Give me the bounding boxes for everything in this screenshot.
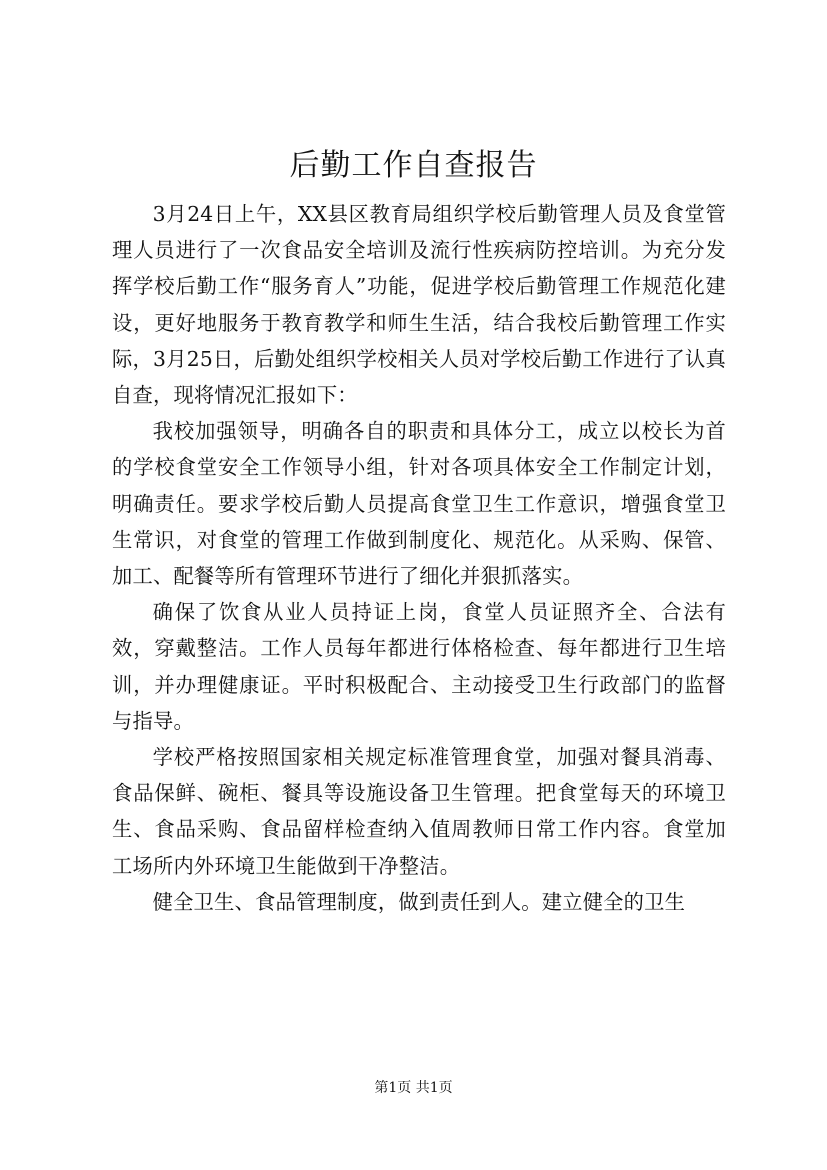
page-number-footer: 第1页 共1页 xyxy=(374,1080,453,1096)
paragraph-4: 学校严格按照国家相关规定标准管理食堂，加强对餐具消毒、食品保鲜、碗柜、餐具等设施设备卫生管理。把食堂每天的环境卫生、食品采购、食品留样检查纳入值周教师日常工作内容。食堂加工场所内外环境卫生能做到干净整洁。 xyxy=(112,745,726,878)
document-title: 后勤工作自查报告 xyxy=(289,148,538,183)
paragraph-1: 3月24日上午，XX县区教育局组织学校后勤管理人员及食堂管理人员进行了一次食品安全培训及流行性疾病防控培训。为充分发挥学校后勤工作“服务育人”功能，促进学校后勤管理工作规范化建设，更好地服务于教育教学和师生生活，结合我校后勤管理工作实际，3月25日，后勤处组织学校相关人员对学校后勤工作进行了认真自查，现将情况汇报如下： xyxy=(112,202,726,408)
document-body xyxy=(112,196,726,920)
paragraph-5: 健全卫生、食品管理制度，做到责任到人。建立健全的卫生 xyxy=(152,889,686,914)
paragraph-3: 确保了饮食从业人员持证上岗，食堂人员证照齐全、合法有效，穿戴整洁。工作人员每年都进行体格检查、每年都进行卫生培训，并办理健康证。平时积极配合、主动接受卫生行政部门的监督与指导。 xyxy=(112,600,726,733)
paragraph-2: 我校加强领导，明确各自的职责和具体分工，成立以校长为首的学校食堂安全工作领导小组，针对各项具体安全工作制定计划，明确责任。要求学校后勤人员提高食堂卫生工作意识，增强食堂卫生常识，对食堂的管理工作做到制度化、规范化。从采购、保管、加工、配餐等所有管理环节进行了细化并狠抓落实。 xyxy=(112,419,726,589)
